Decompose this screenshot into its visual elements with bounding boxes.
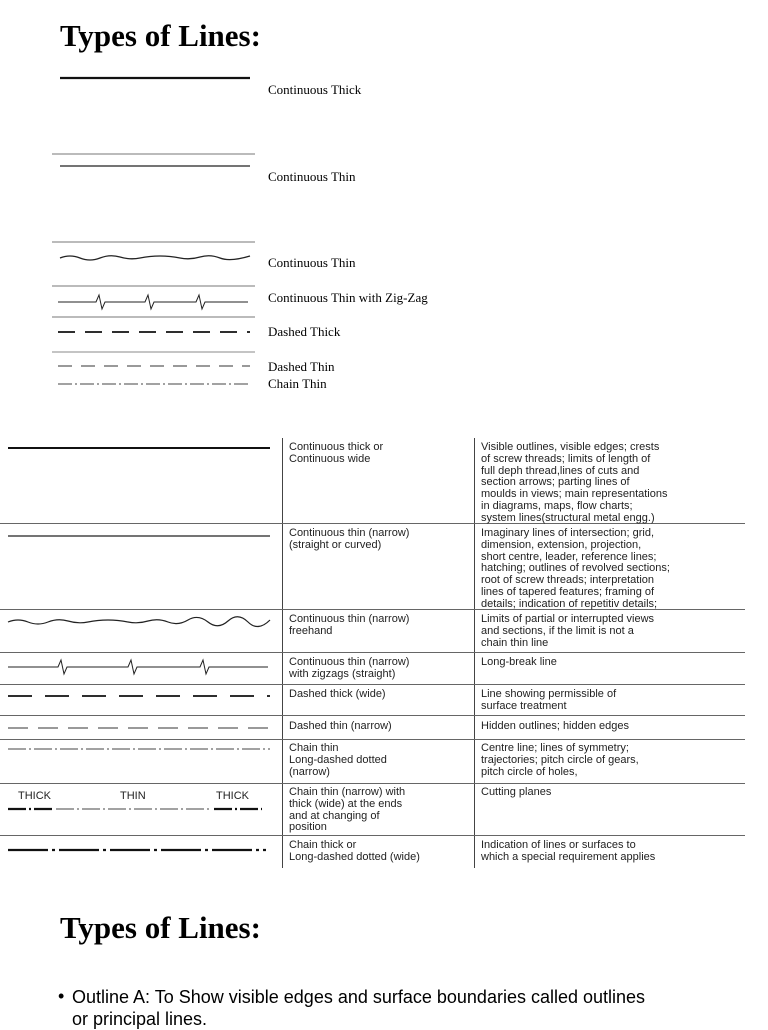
- line-use-cell: Cutting planes: [481, 786, 552, 798]
- zigzag-sample: [58, 295, 248, 309]
- sample-label: Continuous Thin with Zig-Zag: [268, 290, 428, 305]
- line-type-cell: Dashed thin (narrow): [289, 720, 392, 732]
- sample-label: Dashed Thick: [268, 324, 341, 339]
- cutting-plane-label-left: THICK: [18, 790, 51, 802]
- table-freehand-sample: [8, 617, 270, 627]
- line-use-cell: Line showing permissible of surface treatment: [481, 688, 617, 712]
- line-use-cell: Long-break line: [481, 656, 557, 668]
- line-type-cell: Chain thick or Long-dashed dotted (wide): [289, 839, 420, 863]
- line-use-cell: Imaginary lines of intersection; grid, dimension, extension, projection, short centre, leader, reference lines; hatching; outlines of revolved sections; root of screw threads; interpretation lines of tapered features; framing of details; indication of repetitiv details;: [481, 527, 670, 610]
- line-type-cell: Chain thin (narrow) with thick (wide) at the ends and at changing of position: [289, 786, 406, 834]
- line-use-cell: Hidden outlines; hidden edges: [481, 720, 630, 732]
- line-use-cell: Centre line; lines of symmetry; trajectories; pitch circle of gears, pitch circle of holes,: [481, 742, 639, 778]
- table-zigzag-sample: [8, 660, 268, 674]
- sample-label: Dashed Thin: [268, 359, 335, 374]
- line-use-cell: Indication of lines or surfaces to which a special requirement applies: [481, 839, 656, 863]
- cutting-plane-label-right: THICK: [216, 790, 249, 802]
- line-type-cell: Dashed thick (wide): [289, 688, 386, 700]
- column-divider: [474, 438, 475, 868]
- line-type-cell: Continuous thin (narrow) (straight or curved): [289, 527, 410, 551]
- sample-label: Continuous Thin: [268, 255, 356, 270]
- line-use-cell: Visible outlines, visible edges; crests of screw threads; limits of length of full deph thread,lines of cuts and section arrows; parting lines of moulds in views; main representations in diagrams, maps, flow charts; system lines(structural metal engg.): [481, 441, 668, 524]
- page-title: Types of Lines:: [60, 18, 261, 53]
- sample-label: Chain Thin: [268, 376, 327, 391]
- line-use-cell: Limits of partial or interrupted views and sections, if the limit is not a chain thin line: [481, 613, 655, 649]
- sample-label: Continuous Thin: [268, 169, 356, 184]
- bullet-marker: •: [58, 986, 65, 1006]
- sample-label: Continuous Thick: [268, 82, 362, 97]
- line-type-cell: Continuous thick or Continuous wide: [289, 441, 384, 465]
- table-line-samples: [0, 438, 282, 868]
- line-type-cell: Chain thin Long-dashed dotted (narrow): [289, 742, 387, 778]
- section-title: Types of Lines:: [60, 910, 261, 945]
- freehand-sample: [60, 256, 250, 260]
- line-type-cell: Continuous thin (narrow) with zigzags (straight): [289, 656, 410, 680]
- cutting-plane-label-middle: THIN: [120, 790, 146, 802]
- column-divider: [282, 438, 283, 868]
- bullet-text: Outline A: To Show visible edges and surface boundaries called outlines or principal lines.: [72, 987, 646, 1029]
- line-type-cell: Continuous thin (narrow) freehand: [289, 613, 410, 637]
- line-samples-graphic: [0, 60, 300, 400]
- line-types-table: [0, 438, 768, 868]
